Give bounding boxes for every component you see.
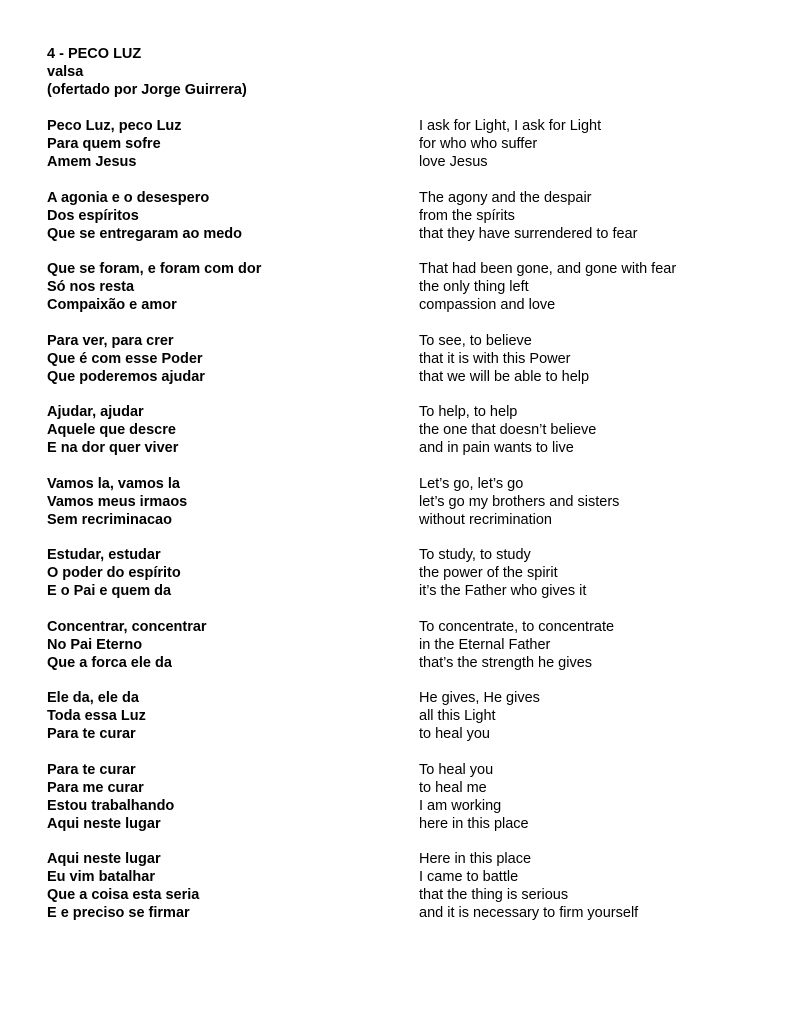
lyric-line: Para te curar [47, 726, 136, 742]
lyric-line: Eu vim batalhar [47, 869, 155, 885]
portuguese-verse [47, 689, 419, 743]
song-rhythm: valsa [47, 64, 84, 80]
translation-line: To concentrate, to concentrate [419, 618, 615, 635]
lyric-line: A agonia e o desespero [47, 189, 210, 206]
translation-line: and in pain wants to live [419, 440, 574, 456]
translation-line: He gives, He gives [419, 690, 540, 706]
lyric-line: Que a forca ele da [47, 654, 172, 671]
lyric-line: E na dor quer viver [47, 440, 179, 456]
translation-line: from the spírits [419, 207, 515, 224]
translation-line: Here in this place [419, 851, 532, 867]
stanza [47, 117, 767, 171]
translation-line: that they have surrendered to fear [419, 225, 638, 242]
stanza [47, 403, 767, 457]
translation-line: in the Eternal Father [419, 636, 551, 653]
portuguese-verse [47, 475, 419, 529]
portuguese-verse [47, 618, 419, 672]
portuguese-verse [47, 546, 419, 600]
translation-line: I am working [419, 797, 502, 814]
translation-line: the one that doesn’t believe [419, 422, 597, 438]
translation-line: here in this place [419, 815, 529, 832]
lyric-line: Concentrar, concentrar [47, 618, 207, 635]
english-translation [419, 689, 759, 743]
translation-line: love Jesus [419, 154, 488, 170]
stanza [47, 761, 767, 833]
english-translation [419, 475, 759, 529]
translation-line: To help, to help [419, 404, 518, 420]
portuguese-verse [47, 403, 419, 457]
lyric-line: Que é com esse Poder [47, 350, 203, 367]
portuguese-verse [47, 761, 419, 833]
translation-line: To study, to study [419, 547, 531, 563]
translation-line: Let’s go, let’s go [419, 475, 524, 492]
english-translation [419, 618, 759, 672]
lyric-line: Vamos meus irmaos [47, 493, 188, 510]
lyric-line: Ele da, ele da [47, 690, 139, 706]
english-translation [419, 260, 759, 314]
translation-line: To heal you [419, 761, 494, 778]
translation-line: for who who suffer [419, 136, 538, 152]
english-translation [419, 403, 759, 457]
english-translation [419, 761, 759, 833]
lyric-line: Compaixão e amor [47, 297, 177, 313]
lyric-line: O poder do espírito [47, 565, 181, 581]
translation-line: all this Light [419, 708, 496, 724]
lyric-line: Peco Luz, peco Luz [47, 118, 182, 134]
lyric-line: Para te curar [47, 761, 136, 778]
lyric-line: Ajudar, ajudar [47, 404, 144, 420]
lyric-line: E e preciso se firmar [47, 905, 190, 921]
stanza [47, 546, 767, 600]
stanza [47, 260, 767, 314]
stanza [47, 475, 767, 529]
lyric-line: Para me curar [47, 779, 144, 796]
translation-line: to heal you [419, 726, 490, 742]
lyric-line: Que poderemos ajudar [47, 368, 205, 385]
translation-line: to heal me [419, 779, 487, 796]
stanza [47, 689, 767, 743]
lyric-line: Dos espíritos [47, 207, 139, 224]
translation-line: The agony and the despair [419, 189, 592, 206]
translation-line: I ask for Light, I ask for Light [419, 118, 602, 134]
lyric-line: Que se foram, e foram com dor [47, 261, 262, 277]
lyric-line: Aqui neste lugar [47, 851, 161, 867]
translation-line: and it is necessary to firm yourself [419, 905, 639, 921]
translation-line: the power of the spirit [419, 565, 558, 581]
lyric-line: Só nos resta [47, 279, 135, 295]
translation-line: let’s go my brothers and sisters [419, 493, 620, 510]
song-header [47, 45, 247, 99]
lyric-line: Que se entregaram ao medo [47, 225, 243, 242]
english-translation [419, 332, 759, 386]
stanza [47, 332, 767, 386]
english-translation [419, 189, 759, 243]
translation-line: I came to battle [419, 869, 519, 885]
english-translation [419, 850, 759, 922]
lyric-line: Vamos la, vamos la [47, 475, 180, 492]
portuguese-verse [47, 189, 419, 243]
translation-line: without recrimination [419, 511, 552, 528]
translation-line: compassion and love [419, 297, 556, 313]
stanza [47, 618, 767, 672]
lyrics-body [47, 117, 767, 940]
english-translation [419, 117, 759, 171]
lyric-line: No Pai Eterno [47, 636, 143, 653]
translation-line: the only thing left [419, 279, 529, 295]
song-title: 4 - PECO LUZ [47, 46, 142, 62]
translation-line: that’s the strength he gives [419, 654, 593, 671]
portuguese-verse [47, 850, 419, 922]
translation-line: it’s the Father who gives it [419, 583, 587, 599]
lyric-line: Amem Jesus [47, 154, 137, 170]
lyric-line: Aqui neste lugar [47, 815, 161, 832]
lyric-line: Para ver, para crer [47, 332, 174, 349]
portuguese-verse [47, 260, 419, 314]
portuguese-verse [47, 332, 419, 386]
english-translation [419, 546, 759, 600]
song-credit: (ofertado por Jorge Guirrera) [47, 82, 247, 98]
translation-line: To see, to believe [419, 332, 532, 349]
lyric-line: Que a coisa esta seria [47, 887, 200, 903]
lyric-line: Sem recriminacao [47, 511, 172, 528]
lyric-line: Aquele que descre [47, 422, 176, 438]
lyric-line: Toda essa Luz [47, 708, 146, 724]
portuguese-verse [47, 117, 419, 171]
lyric-line: Para quem sofre [47, 136, 161, 152]
translation-line: That had been gone, and gone with fear [419, 261, 677, 277]
lyric-line: Estou trabalhando [47, 797, 175, 814]
translation-line: that we will be able to help [419, 368, 590, 385]
translation-line: that it is with this Power [419, 350, 571, 367]
stanza [47, 850, 767, 922]
translation-line: that the thing is serious [419, 887, 569, 903]
stanza [47, 189, 767, 243]
lyric-line: E o Pai e quem da [47, 583, 172, 599]
lyric-line: Estudar, estudar [47, 547, 161, 563]
